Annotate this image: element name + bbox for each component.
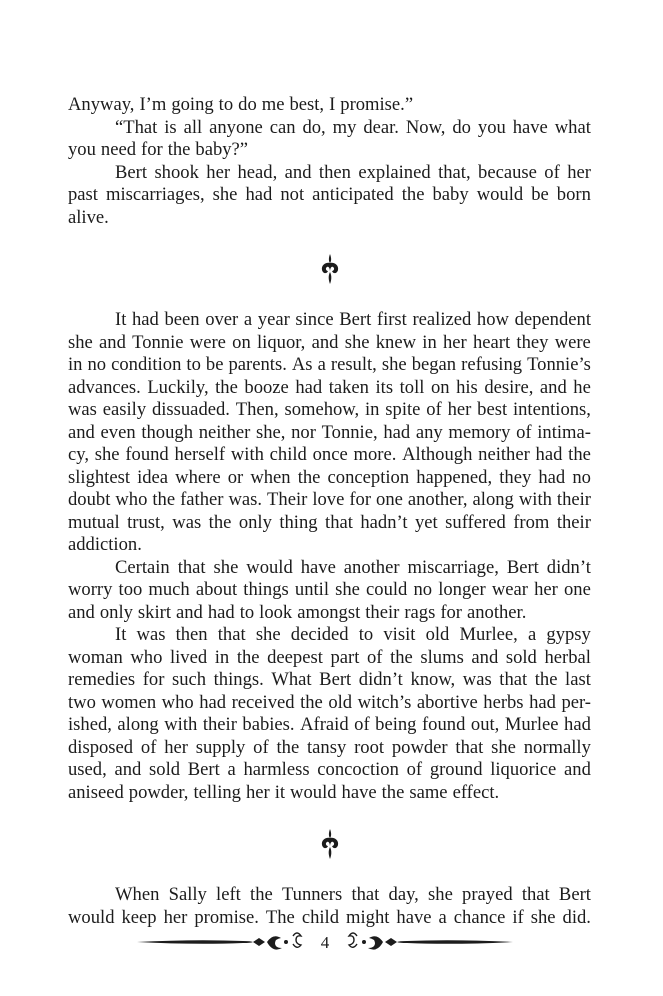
text-section [68, 309, 591, 804]
text-line: cy, she found herself with child once more. Although neither had the [68, 444, 591, 465]
text-line: alive. [68, 206, 109, 228]
text-line: When Sally left the Tunners that day, she prayed that Bert [115, 884, 591, 905]
section-break [68, 229, 591, 309]
text-line: advances. Luckily, the booze had taken its toll on his desire, and he [68, 376, 591, 398]
paragraph [68, 94, 591, 117]
fleuron-icon [319, 253, 341, 285]
paragraph [68, 884, 591, 929]
text-line: ished, along with their babies. Afraid of being found out, Murlee had [68, 714, 591, 735]
text-line: Anyway, I’m going to do me best, I promise.” [68, 94, 414, 115]
text-line: was easily dissuaded. Then, somehow, in spite of her best intentions, [68, 399, 591, 420]
paragraph [68, 557, 591, 625]
page-number: 4 [320, 933, 330, 952]
text-line: mutual trust, was the only thing that hadn’t yet suffered from their [68, 511, 591, 533]
text-line: would keep her promise. The child might have a chance if she did. [68, 906, 591, 928]
text-line: It was then that she decided to visit old Murlee, a gypsy [115, 624, 591, 645]
text-line: remedies for such things. What Bert didn’t know, was that the last [68, 669, 591, 690]
text-line: disposed of her supply of the tansy root powder that she normally [68, 736, 591, 758]
text-line: slightest idea where or when the conception happened, they had no [68, 466, 591, 488]
text-line: Bert shook her head, and then explained that, because of her [115, 161, 591, 183]
text-line: in no condition to be parents. As a result, she began refusing Tonnie’s [68, 354, 591, 375]
text-line: addiction. [68, 534, 142, 555]
paragraph [68, 117, 591, 162]
text-line: woman who lived in the deepest part of the slums and sold herbal [68, 646, 591, 668]
paragraph [68, 162, 591, 230]
text-section [68, 884, 591, 929]
text-section [68, 94, 591, 229]
text-line: “That is all anyone can do, my dear. Now, do you have what [115, 116, 591, 138]
fleuron-icon [319, 828, 341, 860]
text-line: doubt who the father was. Their love for one another, along with their [68, 489, 591, 510]
text-line: and only skirt and had to look amongst their rags for another. [68, 601, 527, 623]
text-line: aniseed powder, telling her it would have the same effect. [68, 781, 500, 803]
paragraph [68, 624, 591, 804]
text-line: and even though neither she, nor Tonnie, had any memory of intima- [68, 421, 591, 443]
text-line: It had been over a year since Bert first realized how dependent [115, 309, 591, 330]
text-line: she and Tonnie were on liquor, and she knew in her heart they were [68, 331, 591, 353]
page-body [68, 94, 591, 929]
paragraph [68, 309, 591, 557]
text-line: past miscarriages, she had not anticipated the baby would be born [68, 184, 591, 205]
text-line: Certain that she would have another miscarriage, Bert didn’t [115, 556, 591, 578]
text-line: you need for the baby?” [68, 139, 249, 160]
section-break [68, 804, 591, 884]
text-line: two women who had received the old witch’s abortive herbs had per- [68, 691, 591, 713]
text-line: worry too much about things until she could no longer wear her one [68, 579, 591, 600]
footer-ornament [135, 925, 515, 957]
text-line: used, and sold Bert a harmless concoction of ground liquorice and [68, 759, 591, 780]
